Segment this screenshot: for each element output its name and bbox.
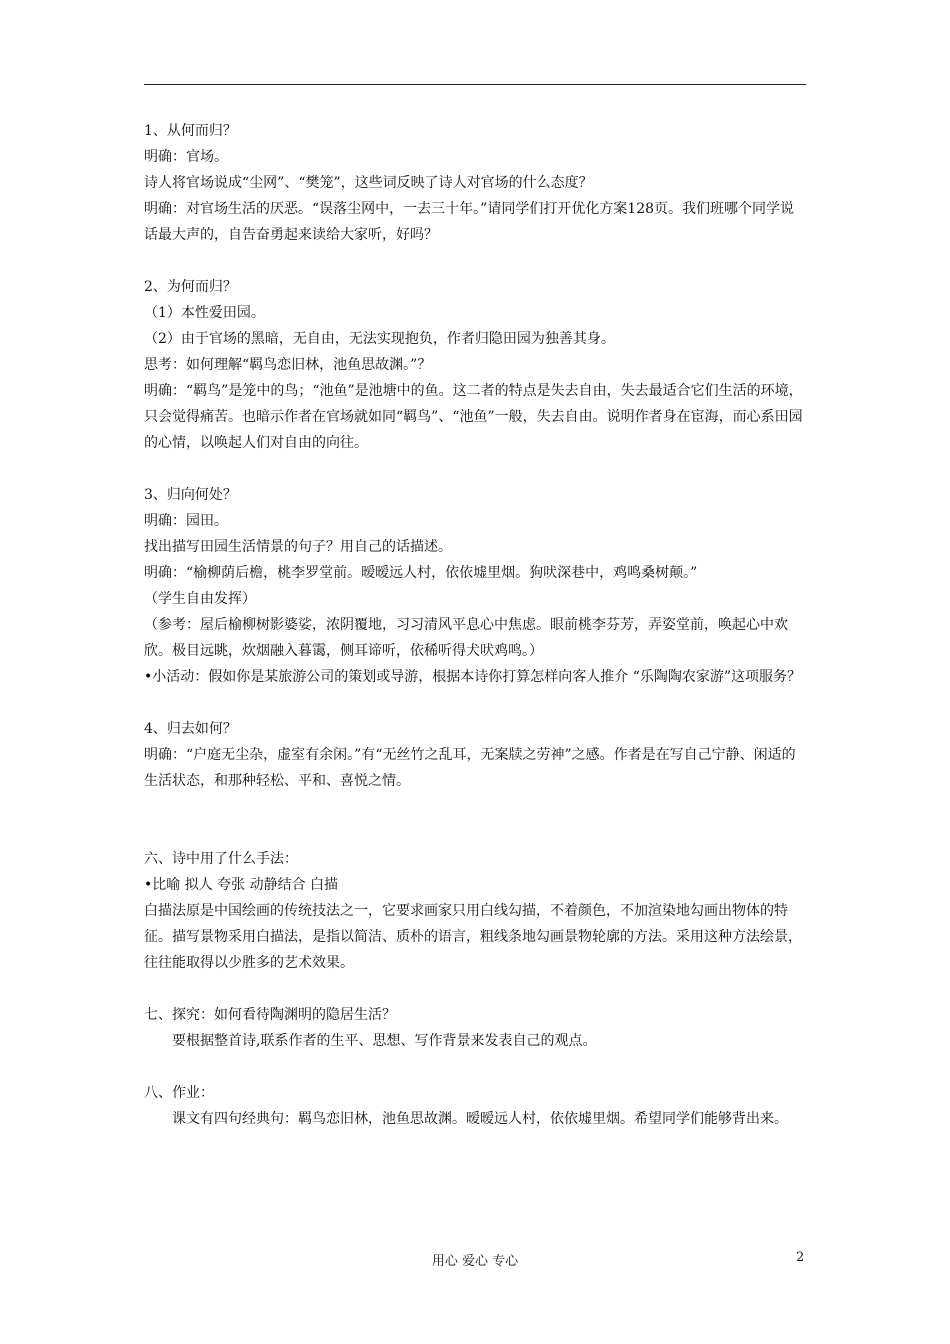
paragraph: （学生自由发挥） [144,591,256,607]
section-8-heading: 八、作业： [144,1085,214,1101]
section-2-heading: 2、为何而归？ [144,279,237,295]
paragraph: （2）由于官场的黑暗，无自由，无法实现抱负，作者归隐田园为独善其身。 [144,331,615,347]
section-7-heading: 七、探究：如何看待陶渊明的隐居生活？ [144,1007,396,1023]
paragraph: 找出描写田园生活情景的句子？用自己的话描述。 [144,539,452,555]
paragraph: 白描法原是中国绘画的传统技法之一，它要求画家只用白线勾描，不着颜色，不加渲染地勾画出物体的特征。描写景物采用白描法，是指以简洁、质朴的语言，粗线条地勾画景物轮廓的方法。采用这种方法绘景，往往能取得以少胜多的艺术效果。 [144,903,802,971]
section-1 [144,118,808,248]
section-2 [144,274,808,456]
paragraph: 明确：“羁鸟”是笼中的鸟；“池鱼”是池塘中的鱼。这二者的特点是失去自由，失去最适合它们生活的环境，只会觉得痛苦。也暗示作者在官场就如同“羁鸟”、“池鱼”一般，失去自由。说明作者身在宦海，而心系田园的心情，以唤起人们对自由的向往。 [144,383,803,451]
section-6-heading: 六、诗中用了什么手法： [144,851,298,867]
section-4 [144,716,808,794]
section-1-heading: 1、从何而归？ [144,123,237,139]
paragraph: 思考：如何理解“羁鸟恋旧林，池鱼思故渊。”？ [144,357,432,373]
section-3-heading: 3、归向何处？ [144,487,237,503]
section-7 [144,1002,808,1054]
page-number: 2 [796,1250,805,1265]
section-8 [144,1080,808,1132]
section-6 [144,846,808,976]
footer-text: 用心 爱心 专心 [431,1254,519,1269]
paragraph: （参考：屋后榆柳树影婆娑，浓阴覆地，习习清风平息心中焦虑。眼前桃李芬芳，弄姿堂前，唤起心中欢欣。极目远眺，炊烟融入暮霭，侧耳谛听，依稀听得犬吠鸡鸣。） [144,617,788,659]
paragraph: 明确：“户庭无尘杂，虚室有余闲。”有“无丝竹之乱耳，无案牍之劳神”之感。作者是在写自己宁静、闲适的生活状态，和那种轻松、平和、喜悦之情。 [144,747,796,789]
section-3 [144,482,808,690]
paragraph: 课文有四句经典句：羁鸟恋旧林，池鱼思故渊。暧暧远人村，依依墟里烟。希望同学们能够背出来。 [172,1111,788,1127]
document-body [144,118,808,1132]
paragraph: 要根据整首诗,联系作者的生平、思想、写作背景来发表自己的观点。 [172,1033,597,1049]
activity-item: •小活动：假如你是某旅游公司的策划或导游，根据本诗你打算怎样向客人推介 “乐陶陶农家游”这项服务？ [144,669,802,685]
paragraph: 诗人将官场说成“尘网”、“樊笼”，这些词反映了诗人对官场的什么态度？ [144,175,593,191]
header-rule [144,84,806,85]
paragraph: 明确：对官场生活的厌恶。“误落尘网中，一去三十年。”请同学们打开优化方案128页。我们班哪个同学说话最大声的，自告奋勇起来读给大家听，好吗？ [144,201,795,243]
paragraph: （1）本性爱田园。 [144,305,265,321]
technique-list: •比喻 拟人 夸张 动静结合 白描 [144,877,339,893]
paragraph: 明确：官场。 [144,149,228,165]
paragraph: 明确：“榆柳荫后檐，桃李罗堂前。暧暧远人村，依依墟里烟。狗吠深巷中，鸡鸣桑树颠。” [144,565,698,581]
paragraph: 明确：园田。 [144,513,228,529]
section-4-heading: 4、归去如何？ [144,721,237,737]
